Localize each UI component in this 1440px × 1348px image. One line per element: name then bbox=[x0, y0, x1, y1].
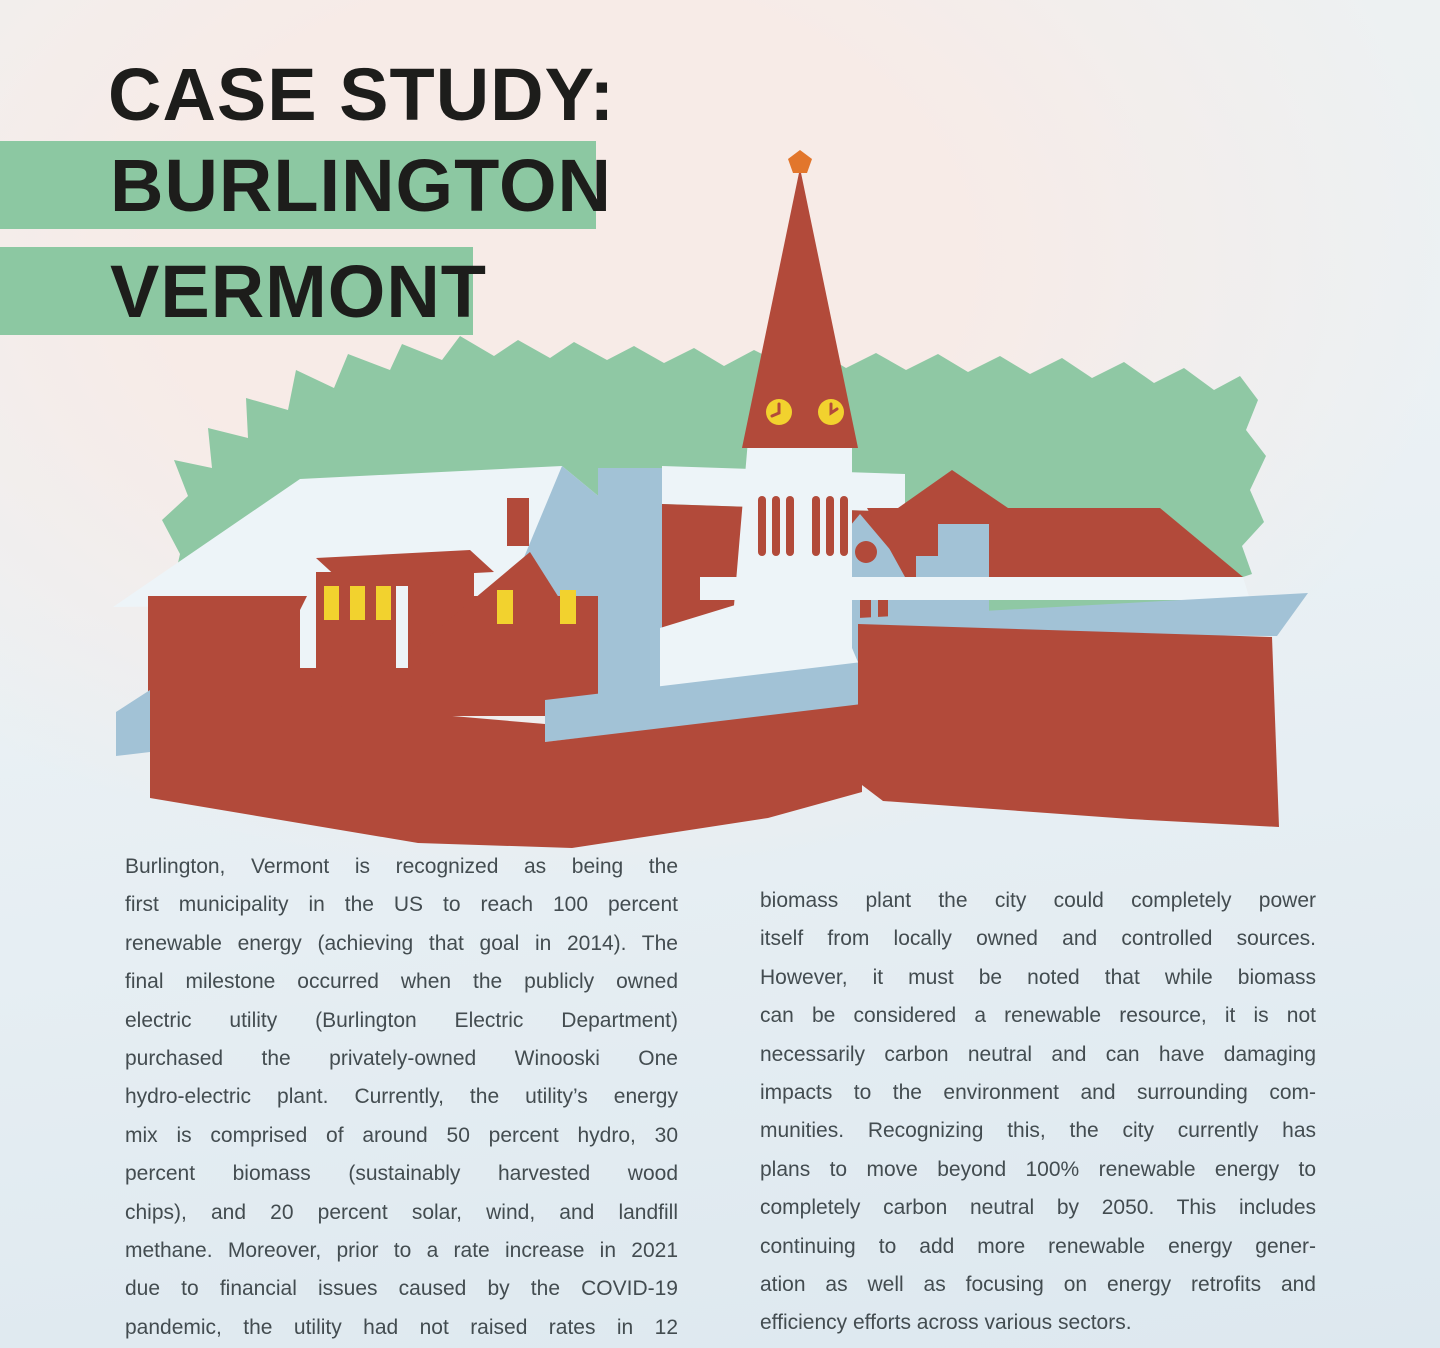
text-line: pandemic, the utility had not raised rates in 12 bbox=[125, 1315, 678, 1339]
tower-slit-window bbox=[812, 496, 820, 556]
text-line: chips), and 20 percent solar, wind, and landfill bbox=[125, 1200, 678, 1224]
tower-slit-window bbox=[772, 496, 780, 556]
text-line: itself from locally owned and controlled sources. bbox=[760, 927, 1316, 951]
tower-slit-window bbox=[758, 496, 766, 556]
text-line: Burlington, Vermont is recognized as being the bbox=[125, 855, 678, 878]
text-line: methane. Moreover, prior to a rate increase in 2021 bbox=[125, 1238, 678, 1262]
text-line: electric utility (Burlington Electric Department) bbox=[125, 1008, 678, 1032]
text-line: plans to move beyond 100% renewable energy to bbox=[760, 1157, 1316, 1181]
text-line: impacts to the environment and surrounding com- bbox=[760, 1080, 1316, 1104]
spire-finial bbox=[788, 150, 812, 173]
text-line: can be considered a renewable resource, it is not bbox=[760, 1004, 1316, 1028]
tower-slit-window bbox=[786, 496, 794, 556]
window bbox=[376, 586, 391, 620]
window bbox=[560, 590, 576, 624]
town-illustration bbox=[100, 140, 1330, 855]
window bbox=[350, 586, 365, 620]
text-line: completely carbon neutral by 2050. This includes bbox=[760, 1196, 1316, 1220]
house-chimney bbox=[507, 498, 529, 546]
page-title-line3: VERMONT bbox=[110, 249, 487, 333]
text-line: mix is comprised of around 50 percent hydro, 30 bbox=[125, 1123, 678, 1147]
page-title-line2: BURLINGTON bbox=[110, 143, 612, 227]
text-line: efficiency efforts across various sectors. bbox=[760, 1311, 1132, 1335]
text-line: first municipality in the US to reach 100 percent bbox=[125, 893, 678, 917]
article-column-left bbox=[125, 848, 678, 1347]
church-round-window bbox=[855, 541, 877, 563]
window bbox=[324, 586, 339, 620]
article-column-right bbox=[760, 882, 1316, 1343]
text-line: necessarily carbon neutral and can have damaging bbox=[760, 1042, 1316, 1066]
central-building-side bbox=[598, 468, 662, 708]
foreground-wall-right bbox=[858, 624, 1279, 827]
text-line: ation as well as focusing on energy retrofits and bbox=[760, 1272, 1316, 1296]
tower-slit-window bbox=[840, 496, 848, 556]
window bbox=[497, 590, 513, 624]
text-line: hydro-electric plant. Currently, the utility’s energy bbox=[125, 1085, 678, 1109]
tower-slit-window bbox=[826, 496, 834, 556]
text-line: renewable energy (achieving that goal in 2014). The bbox=[125, 931, 678, 955]
text-line: final milestone occurred when the publicly owned bbox=[125, 970, 678, 994]
roof-eave-strip bbox=[700, 577, 1250, 600]
outbuilding-pillar bbox=[396, 586, 408, 668]
text-line: due to financial issues caused by the COVID-19 bbox=[125, 1277, 678, 1301]
text-line: purchased the privately-owned Winooski One bbox=[125, 1046, 678, 1070]
text-line: biomass plant the city could completely power bbox=[760, 889, 1316, 912]
page-title: CASE STUDY: bbox=[108, 53, 616, 136]
text-line: munities. Recognizing this, the city currently has bbox=[760, 1119, 1316, 1143]
text-line: percent biomass (sustainably harvested wood bbox=[125, 1162, 678, 1186]
text-line: However, it must be noted that while biomass bbox=[760, 965, 1316, 989]
text-line: continuing to add more renewable energy gener- bbox=[760, 1234, 1316, 1258]
foreground-roofband-left-tip bbox=[116, 690, 150, 756]
